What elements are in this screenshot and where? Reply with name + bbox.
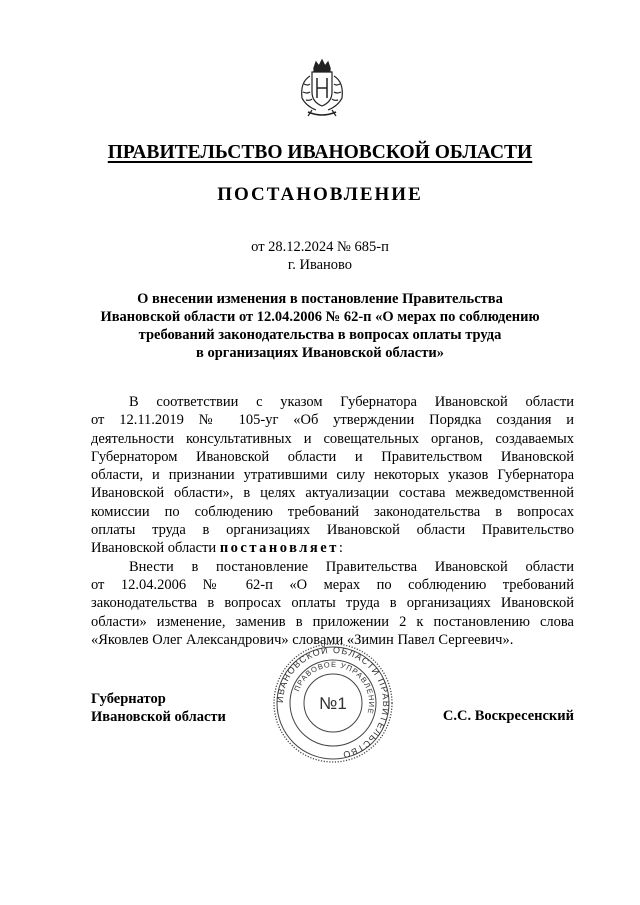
body-line: деятельности консультативных и совещательных органов, создаваемых — [91, 430, 574, 447]
stamp-inner-text: ПРАВОВОЕ УПРАВЛЕНИЕ — [292, 659, 377, 716]
body-line: области, и признании утратившими силу некоторых указов Губернатора — [91, 467, 574, 484]
body-line: Губернатором Ивановской области и Правительством Ивановской — [91, 448, 574, 465]
body-line: от 12.04.2006 № 62-п «О мерах по соблюдению требований — [91, 576, 574, 593]
stamp-ring-text: ИВАНОВСКОЙ ОБЛАСТИ ПРАВИТЕЛЬСТВО — [274, 644, 392, 761]
body-line: комиссии по соблюдению требований законодательства в вопросах — [91, 503, 574, 520]
document-date-number: от 28.12.2024 № 685-п — [251, 239, 389, 255]
title-line: требований законодательства в вопросах оплаты труда — [138, 327, 502, 343]
signatory-position — [91, 690, 226, 726]
coat-of-arms-icon — [290, 58, 354, 122]
body-text: : — [338, 540, 343, 557]
body-line: оплаты труда в организациях Ивановской области Правительство — [91, 522, 574, 539]
body-line — [91, 539, 574, 557]
signatory-name: С.С. Воскресенский — [442, 708, 574, 724]
decree-keyword: постановляет — [219, 540, 339, 557]
body-line: Ивановской области», в целях актуализации состава межведомственной — [91, 485, 574, 502]
body-line: Внести в постановление Правительства Ивановской области — [129, 558, 574, 575]
body-line: от 12.11.2019 № 105-уг «Об утверждении Порядка создания и — [91, 412, 574, 429]
document-body — [91, 393, 574, 649]
body-text: Ивановской области — [91, 540, 217, 557]
title-line: в организациях Ивановской области» — [196, 345, 444, 361]
document-title — [90, 290, 550, 362]
body-line: области» изменение, заменив в приложении 2 к постановлению слова — [91, 613, 574, 630]
organization-name: ПРАВИТЕЛЬСТВО ИВАНОВСКОЙ ОБЛАСТИ — [107, 142, 533, 163]
body-line: В соответствии с указом Губернатора Ивановской области — [129, 394, 574, 410]
title-line: О внесении изменения в постановление Правительства — [137, 291, 503, 307]
title-line: Ивановской области от 12.04.2006 № 62-п «О мерах по соблюдению — [100, 309, 540, 325]
stamp-number: №1 — [319, 694, 347, 713]
document-city: г. Иваново — [287, 257, 353, 273]
position-line: Губернатор — [91, 691, 166, 707]
document-type: ПОСТАНОВЛЕНИЕ — [217, 184, 423, 205]
body-line: «Яковлев Олег Александрович» словами «Зимин Павел Сергеевич». — [91, 631, 514, 648]
position-line: Ивановской области — [91, 709, 226, 725]
body-line: законодательства в вопросах оплаты труда в организациях Ивановской — [91, 595, 574, 612]
